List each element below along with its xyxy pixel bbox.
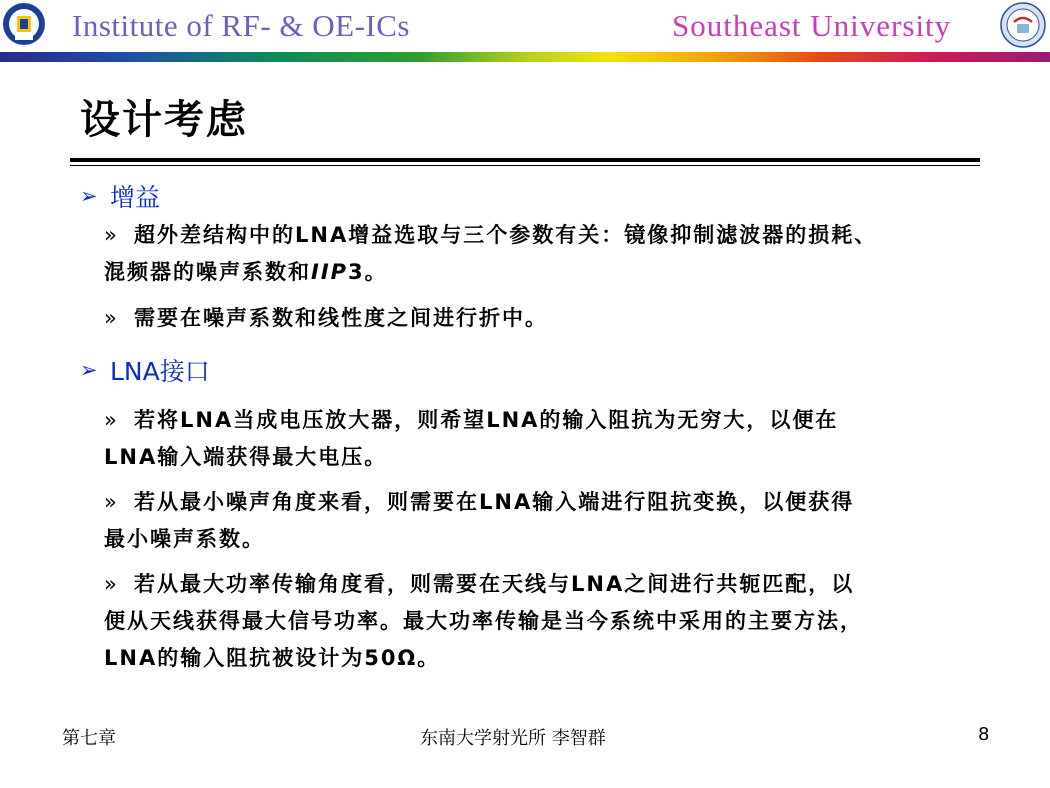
double-chevron-icon: »	[104, 306, 119, 330]
section-heading: 增益	[110, 183, 161, 212]
double-chevron-icon: »	[104, 490, 119, 514]
university-name: Southeast University	[672, 8, 952, 43]
double-chevron-icon: »	[104, 572, 119, 596]
section-lna-interface	[80, 352, 210, 388]
institute-name: Institute of RF- & OE-ICs	[72, 8, 410, 43]
rainbow-divider	[0, 52, 1050, 62]
title-rule	[70, 158, 980, 162]
institute-logo-icon	[2, 2, 46, 46]
list-item: » 若从最小噪声角度来看，则需要在LNA输入端进行阻抗变换，以便获得 最小噪声系数。	[104, 484, 984, 558]
double-chevron-icon: »	[104, 408, 119, 432]
list-item: » 需要在噪声系数和线性度之间进行折中。	[104, 300, 984, 337]
double-chevron-icon: »	[104, 223, 119, 247]
section-heading: LNA接口	[110, 357, 210, 386]
list-item: » 若从最大功率传输角度看，则需要在天线与LNA之间进行共轭匹配，以 便从天线获得最大信号功率。最大功率传输是当今系统中采用的主要方法， LNA的输入阻抗被设计为50Ω。	[104, 566, 984, 677]
university-seal-icon	[1000, 2, 1046, 48]
slide-header	[0, 0, 1050, 62]
arrow-right-icon: ➢	[80, 184, 98, 208]
footer-author: 东南大学射光所 李智群	[420, 728, 606, 749]
footer-chapter: 第七章	[62, 728, 116, 749]
list-item: » 超外差结构中的LNA增益选取与三个参数有关：镜像抑制滤波器的损耗、 混频器的噪声系数和IIP3。	[104, 217, 984, 291]
slide-title: 设计考虑	[80, 97, 248, 143]
section-gain	[80, 178, 160, 214]
title-rule-thin	[70, 165, 980, 166]
list-item: » 若将LNA当成电压放大器，则希望LNA的输入阻抗为无穷大，以便在 LNA输入端获得最大电压。	[104, 402, 984, 476]
arrow-right-icon: ➢	[80, 358, 98, 382]
page-number: 8	[978, 724, 990, 745]
